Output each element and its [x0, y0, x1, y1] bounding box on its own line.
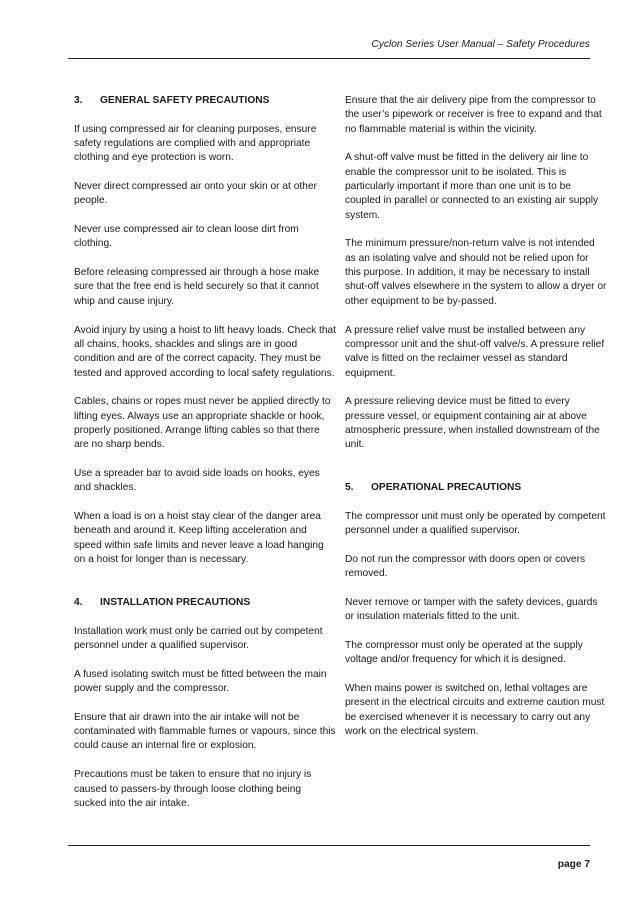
page-number: page 7 — [557, 859, 590, 870]
section-heading-operational — [345, 481, 607, 495]
paragraph: The compressor must only be operated at the supply voltage and/or frequency for which it is designed. — [345, 640, 583, 666]
section-number: 4. — [74, 597, 83, 609]
paragraph: The minimum pressure/non-return valve is not intended as an isolating valve and should not be relied upon for this purpose. In addition, it may be necessary to install shut-off valves elsewhere in the system to allow a dryer or other equipment to be by-passed. — [345, 238, 607, 307]
paragraph: Never direct compressed air onto your skin or at other people. — [74, 181, 317, 207]
paragraph: Precautions must be taken to ensure that no injury is caused to passers-by through loose clothing being sucked into the air intake. — [74, 769, 312, 809]
paragraph: When a load is on a hoist stay clear of the danger area beneath and around it. Keep lifting acceleration and speed within safe limits and never leave a load hanging on a hoist for longer than is necessary. — [74, 510, 324, 565]
paragraph: A shut-off valve must be fitted in the delivery air line to enable the compressor unit to be isolated. This is particularly important if more than one unit is to be coupled in parallel or connected to an existing air supply system. — [345, 152, 599, 221]
paragraph: Avoid injury by using a hoist to lift heavy loads. Check that all chains, hooks, shackles and slings are in good condition and are of the correct capacity. They must be tested and approved according to local safety regulations. — [74, 324, 336, 379]
paragraph: Never use compressed air to clean loose dirt from clothing. — [74, 224, 299, 250]
paragraph: When mains power is switched on, lethal voltages are present in the electrical circuits and extreme caution must be exercised whenever it is necessary to carry out any work on the electrical system. — [345, 683, 605, 738]
paragraph: The compressor unit must only be operated by competent personnel under a qualified supervisor. — [345, 510, 606, 537]
paragraph: Ensure that air drawn into the air intake will not be contaminated with flammable fumes or vapours, since this could cause an internal fire or explosion. — [74, 711, 336, 752]
paragraph: A pressure relieving device must be fitted to every pressure vessel, or equipment containing air at above atmospheric pressure, when installed downstream of the unit. — [345, 396, 600, 451]
section-title: GENERAL SAFETY PRECAUTIONS — [100, 95, 270, 106]
paragraph: A pressure relief valve must be installed between any compressor unit and the shut-off valve/s. A pressure relief valve is fitted on the reclaimer vessel as standard equipment. — [345, 324, 605, 379]
header-rule — [68, 58, 590, 59]
section-number: 5. — [345, 482, 354, 494]
section-title: OPERATIONAL PRECAUTIONS — [371, 482, 522, 494]
right-column — [345, 94, 607, 754]
section-number: 3. — [74, 95, 83, 106]
section-title: INSTALLATION PRECAUTIONS — [100, 597, 251, 609]
paragraph: Ensure that the air delivery pipe from the compressor to the user’s pipework or receiver is free to expand and that no flammable material is within the vicinity. — [345, 95, 602, 135]
left-column — [74, 94, 336, 826]
document-header: Cyclon Series User Manual – Safety Procedures — [371, 39, 590, 50]
paragraph: Cables, chains or ropes must never be applied directly to lifting eyes. Always use an appropriate shackle or hook, properly positioned. Arrange lifting cables so that there are no sharp bends. — [74, 396, 331, 451]
paragraph: Before releasing compressed air through a hose make sure that the free end is held securely so that it cannot whip and cause injury. — [74, 267, 320, 307]
paragraph: Do not run the compressor with doors open or covers removed. — [345, 554, 586, 580]
section-heading-general — [74, 94, 336, 108]
paragraph: If using compressed air for cleaning purposes, ensure safety regulations are complied with and appropriate clothing and eye protection is worn. — [74, 123, 317, 164]
paragraph: A fused isolating switch must be fitted between the main power supply and the compressor. — [74, 668, 327, 695]
paragraph: Use a spreader bar to avoid side loads on hooks, eyes and shackles. — [74, 467, 320, 494]
footer-rule — [68, 845, 590, 846]
section-heading-installation — [74, 596, 336, 610]
paragraph: Installation work must only be carried out by competent personnel under a qualified supervisor. — [74, 625, 323, 652]
paragraph: Never remove or tamper with the safety devices, guards or insulation materials fitted to the unit. — [345, 597, 598, 623]
